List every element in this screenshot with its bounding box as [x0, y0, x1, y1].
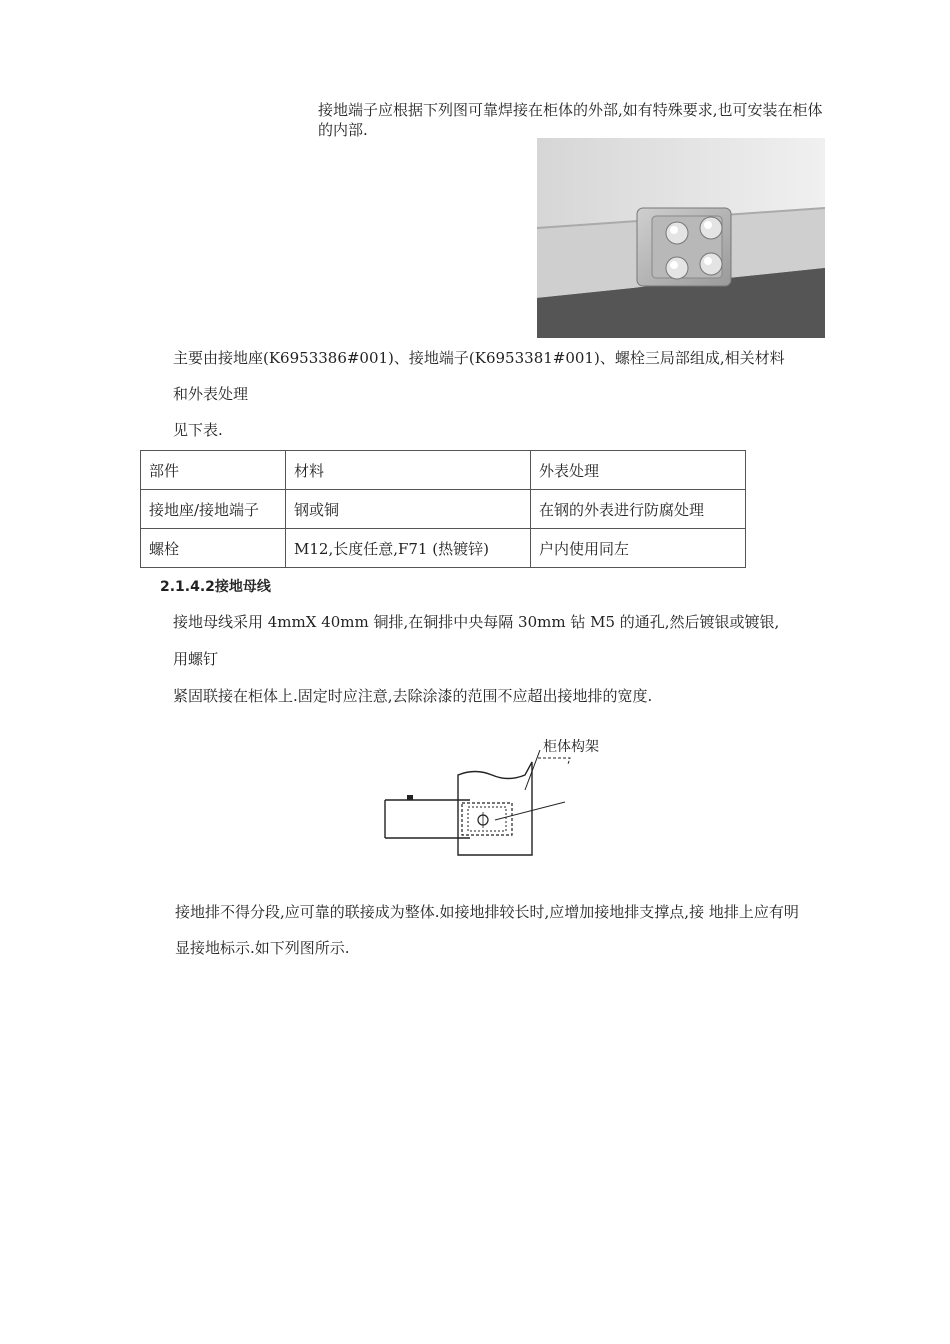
busbar-drawing	[380, 750, 580, 865]
busbar-diagram	[380, 750, 580, 865]
section-heading: 2.1.4.2接地母线	[160, 579, 271, 595]
intro-line-1: 接地端子应根据下列图可靠焊接在柜体的外部,如有特殊要求,也可安装在柜体	[318, 101, 823, 119]
section-line-3: 紧固联接在柜体上.固定时应注意,去除涂漆的范围不应超出接地排的宽度.	[173, 687, 653, 705]
composition-line-3: 见下表.	[173, 421, 223, 439]
composition-line-2: 和外表处理	[173, 385, 249, 403]
table-cell: M12,长度任意,F71 (热镀锌)	[286, 529, 531, 568]
table-header-cell: 外表处理	[531, 451, 746, 490]
table-row	[141, 529, 746, 568]
photo-image	[537, 138, 825, 338]
intro-line-2: 的内部.	[318, 121, 368, 139]
table-cell: 接地座/接地端子	[141, 490, 286, 529]
closing-paragraph	[175, 902, 915, 958]
diagram-label: 柜体构架	[543, 739, 599, 755]
table-header-cell: 部件	[141, 451, 286, 490]
table-cell: 户内使用同左	[531, 529, 746, 568]
section-line-1: 接地母线采用 4mmX 40mm 铜排,在铜排中央每隔 30mm 钻 M5 的通孔,然后镀银或镀银,	[173, 613, 780, 631]
table-header-cell: 材料	[286, 451, 531, 490]
grounding-terminal-photo	[537, 138, 825, 338]
intro-paragraph	[318, 100, 918, 140]
closing-line-2: 显接地标示.如下列图所示.	[175, 939, 350, 957]
table-row	[141, 490, 746, 529]
composition-paragraph	[173, 348, 873, 440]
section-line-2: 用螺钉	[173, 650, 219, 668]
table-cell: 螺栓	[141, 529, 286, 568]
table-cell: 在钢的外表进行防腐处理	[531, 490, 746, 529]
section-paragraph	[173, 612, 873, 706]
table-cell: 钢或铜	[286, 490, 531, 529]
materials-table	[140, 450, 746, 568]
composition-line-1: 主要由接地座(K6953386#001)、接地端子(K6953381#001)、螺栓三局部组成,相关材料	[173, 349, 785, 367]
closing-line-1: 接地排不得分段,应可靠的联接成为整体.如接地排较长时,应增加接地排支撑点,接 地排上应有明	[175, 903, 799, 921]
table-header-row	[141, 451, 746, 490]
